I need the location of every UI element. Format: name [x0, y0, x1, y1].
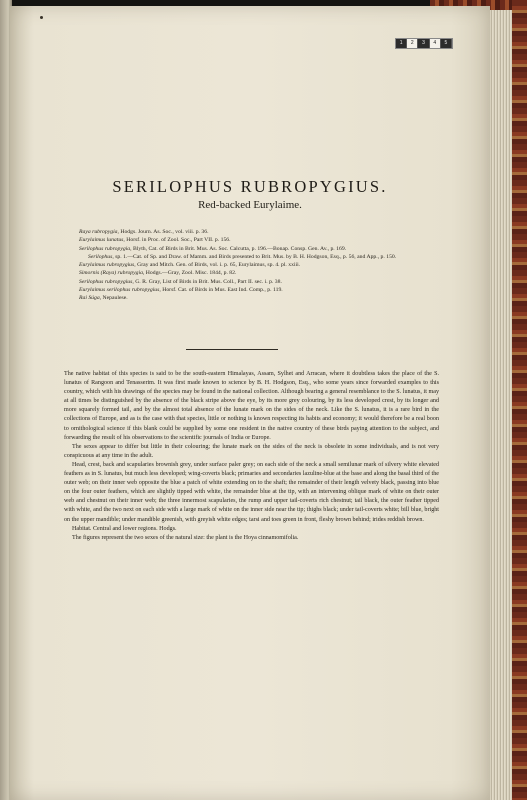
reference-name: Serilophus, — [88, 253, 114, 260]
reference-citation: Hodgs.—Gray, Zool. Misc. 1844, p. 82. — [144, 270, 237, 277]
synonymy-references — [79, 228, 419, 302]
reference-entry — [79, 294, 419, 302]
ruler-mark: 5 — [441, 39, 452, 48]
reference-name: Serilophus rubropygius, — [79, 278, 134, 285]
reference-entry — [79, 228, 419, 236]
ruler-mark: 4 — [430, 39, 441, 48]
reference-entry — [79, 286, 419, 294]
reference-entry — [79, 261, 419, 269]
section-divider — [186, 349, 278, 350]
reference-name: Eurylaimus rubropygius, — [79, 262, 136, 268]
reference-entry — [79, 278, 419, 286]
reference-name: Rai Súga, — [79, 295, 102, 301]
page-title: SERILOPHUS RUBROPYGIUS. — [112, 177, 388, 196]
body-paragraph: Habitat. Central and lower regions. Hodgs. — [72, 525, 177, 532]
reference-citation: sp. 1.—Cat. of Sp. and Draw. of Mamm. and Birds presented to Brit. Mus. by B. H. Hodgson, Esq., p. 56, and App., p. 150. — [113, 253, 397, 260]
reference-citation: Horsf. Cat. of Birds in Mus. East Ind. Comp., p. 119. — [160, 286, 283, 293]
body-paragraph: Head, crest, back and scapularies brownish grey, under surface paler grey; on each side of the neck a small semilunar mark of silvery white elevated feathers as in S. lunatus, but much less developed; wing-coverts black; primaries and secondaries lazuline-blue at the base and along the basal third of the outer web; on their inner web opposite the blue a patch of white extending on to the shaft; the remainder of their length velvety black, passing into blue on the four outer feathers, which are slightly tipped with white, the remainder blue at the tip, with an intervening oblique mark of white on their outer web and chestnut on their inner web; the three innermost scapularies, the rump and upper tail-coverts rich chestnut; tail black, the outer feather tipped with white, and the two next on each side with a large mark of white on the inner side near the tip; thighs black; under tail-coverts white; bill blue, bright on the upper mandible; under mandible greenish, with greyish white edges; tarsi and toes green in front, fleshy brown behind; irides reddish brown. — [64, 461, 439, 523]
page-mark — [40, 16, 43, 19]
reference-citation: Horsf. in Proc. of Zool. Soc., Part VII. p. 156. — [124, 237, 231, 244]
reference-name: Serilophus rubropygia, — [79, 245, 132, 252]
reference-entry — [79, 245, 419, 253]
reference-entry — [79, 253, 419, 261]
body-paragraph: The sexes appear to differ but little in their colouring; the lunate mark on the sides of the neck is obsolete in some individuals, and is not very conspicuous at any time in the adult. — [64, 443, 439, 459]
reference-citation: Hodgs. Journ. As. Soc., vol. viii. p. 36. — [118, 229, 209, 235]
reference-name: Eurylaimus serilophus rubropygius, — [79, 286, 161, 293]
reference-name: Simornis (Raya) rubropygia, — [79, 270, 145, 277]
ruler-mark: 1 — [396, 39, 407, 48]
reference-citation: G. R. Gray, List of Birds in Brit. Mus. Coll., Part II. sec. i. p. 38. — [133, 278, 282, 285]
reference-citation: Gray and Mitch. Gen. of Birds, vol. i. p. 65, Eurylaimus, sp. 4. pl. xxiii. — [135, 262, 301, 268]
page-subtitle: Red-backed Eurylaime. — [198, 199, 302, 211]
body-paragraph: The native habitat of this species is said to be the south-eastern Himalayas, Assam, Sylhet and Arracan, where it doubtless takes the place of the S. lunatus of Rangoon and Tenasserim. It was first made known to science by B. H. Hodgson, Esq., who some years since forwarded examples to this country, which with his drawings of the species may be found in the national collection. Although bearing a general resemblance to the S. lunatus, it may at all times be distinguished by the absence of the black stripe above the eye, by its more grey colouring, by its less developed crest, by its longer and more squarely formed tail, and by the almost total absence of the lunate mark on the sides of the neck. Like the S. lunatus, it is a rare bird in the collections of Europe, and as is the case with that species, little or nothing is known respecting its habits and economy; it would therefore be a real boon to ornithological science if this blank could be supplied by some one resident in the native country of these birds paying attention to the subject, and forwarding the result of his observations to the scientific journals of India or Europe. — [64, 371, 439, 441]
reference-name: Raya rubropygia, — [79, 229, 119, 235]
reference-citation: Blyth, Cat. of Birds in Brit. Mus. As. Soc. Calcutta, p. 196.—Bonap. Consp. Gen. Av., p. 169. — [131, 245, 347, 252]
reference-citation: Nepaulese. — [101, 295, 128, 301]
ruler-mark: 3 — [418, 39, 429, 48]
book-cover-right — [512, 0, 527, 800]
ruler-mark: 2 — [407, 39, 418, 48]
scale-ruler — [395, 38, 453, 49]
description-text — [64, 370, 439, 543]
reference-entry — [79, 236, 419, 244]
body-paragraph: The figures represent the two sexes of the natural size: the plant is the Hoya cinnamomifolia. — [72, 534, 299, 541]
reference-entry — [79, 269, 419, 277]
reference-name: Eurylaimus lunatus, — [79, 237, 125, 244]
